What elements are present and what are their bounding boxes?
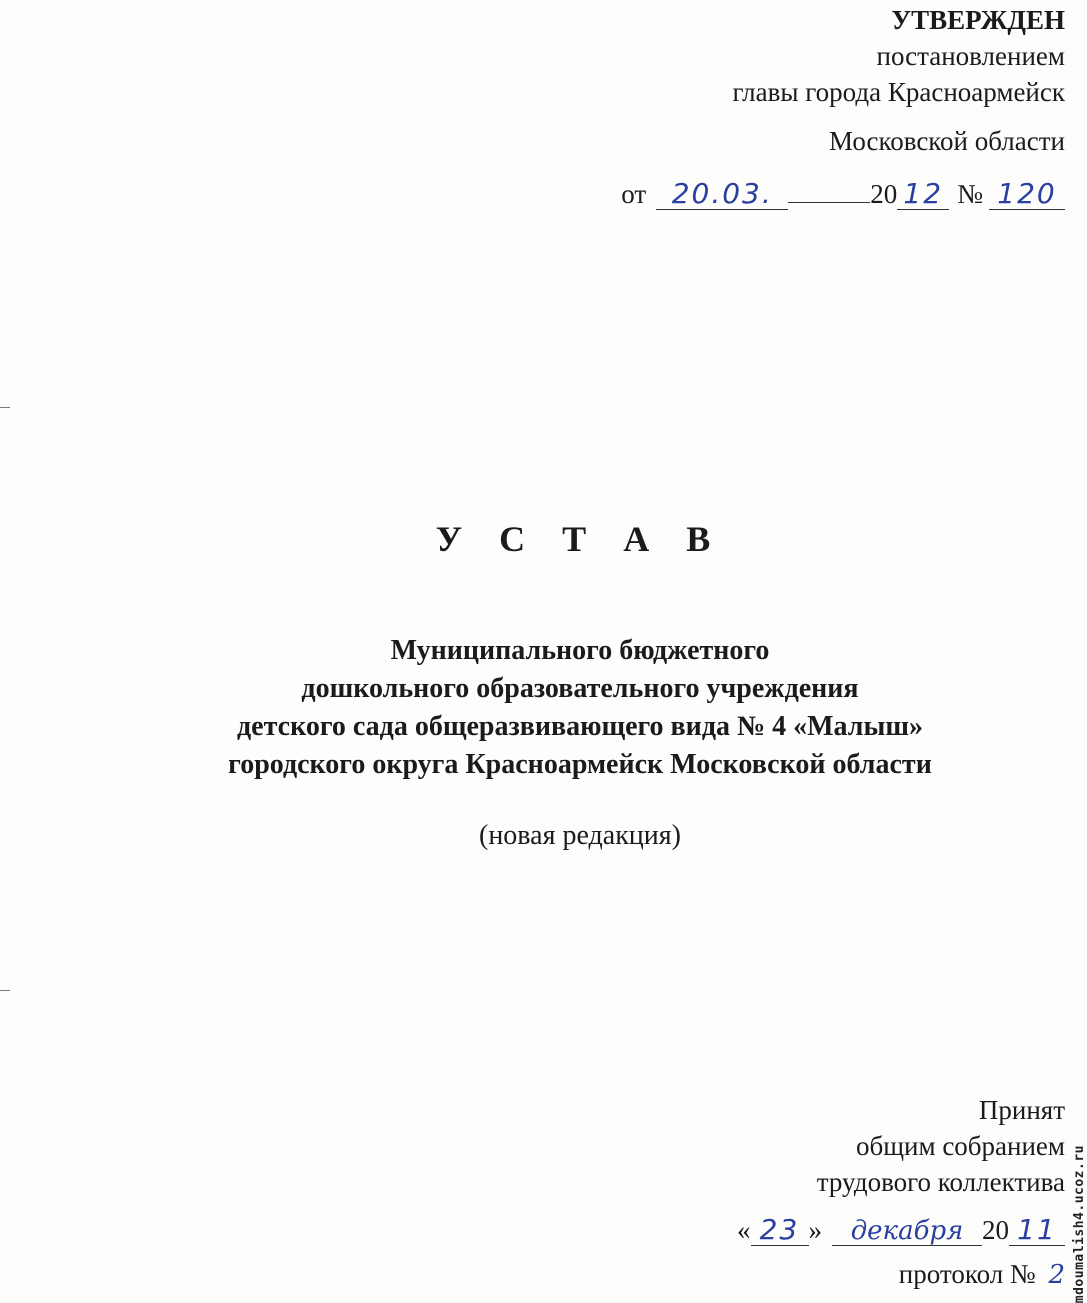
approval-year-suffix: 12 [903,177,944,210]
organization-name [40,632,1087,784]
acceptance-line-2: общим собранием [856,1131,1065,1161]
approval-heading: УТВЕРЖДЕН [891,5,1065,35]
quote-open: « [737,1215,751,1245]
acceptance-year-prefix: 20 [982,1215,1009,1245]
approval-year-prefix: 20 [870,179,898,209]
approval-date-line [465,172,1065,212]
organization-line-4: городского округа Красноармейск Московской области [228,749,932,780]
approval-line-3: Московской области [828,126,1065,156]
acceptance-day-blank [751,1215,809,1246]
acceptance-year-blank [1009,1215,1065,1246]
protocol-number: 2 [1048,1260,1065,1290]
quote-close: » [808,1215,822,1245]
document-title: У С Т А В [435,519,725,559]
acceptance-block [565,1092,1065,1293]
approval-date-blank [656,179,788,210]
acceptance-date-line [565,1212,1065,1248]
acceptance-year-suffix: 11 [1017,1213,1057,1246]
organization-line-3: детского сада общеразвивающего вида № 4 «Малыш» [236,711,923,742]
approval-line-2: главы города Красноармейск [732,77,1065,107]
edition-note: (новая редакция) [479,820,681,851]
approval-line-1: постановлением [876,41,1065,71]
protocol-line [565,1256,1065,1293]
site-watermark: mdoumalish4.ucoz.ru [1072,1144,1087,1303]
scan-edge-mark [0,990,10,991]
approval-number-value: 120 [997,177,1057,210]
acceptance-line-3: трудового коллектива [816,1167,1065,1197]
acceptance-day: 23 [759,1213,800,1246]
organization-line-1: Муниципального бюджетного [390,635,770,666]
scan-edge-mark [0,407,10,408]
acceptance-line-1: Принят [978,1095,1065,1125]
approval-block [465,0,1065,212]
acceptance-month: декабря [850,1216,964,1246]
approval-date-value: 20.03. [671,177,773,210]
approval-date-gap [788,172,870,203]
approval-number-blank [989,179,1065,210]
from-label: от [621,179,647,209]
protocol-label: протокол № [898,1259,1036,1289]
title-block [60,518,1087,560]
number-label: № [957,179,983,209]
acceptance-month-blank [832,1215,982,1246]
approval-year-blank [897,179,949,210]
organization-line-2: дошкольного образовательного учреждения [301,673,859,704]
